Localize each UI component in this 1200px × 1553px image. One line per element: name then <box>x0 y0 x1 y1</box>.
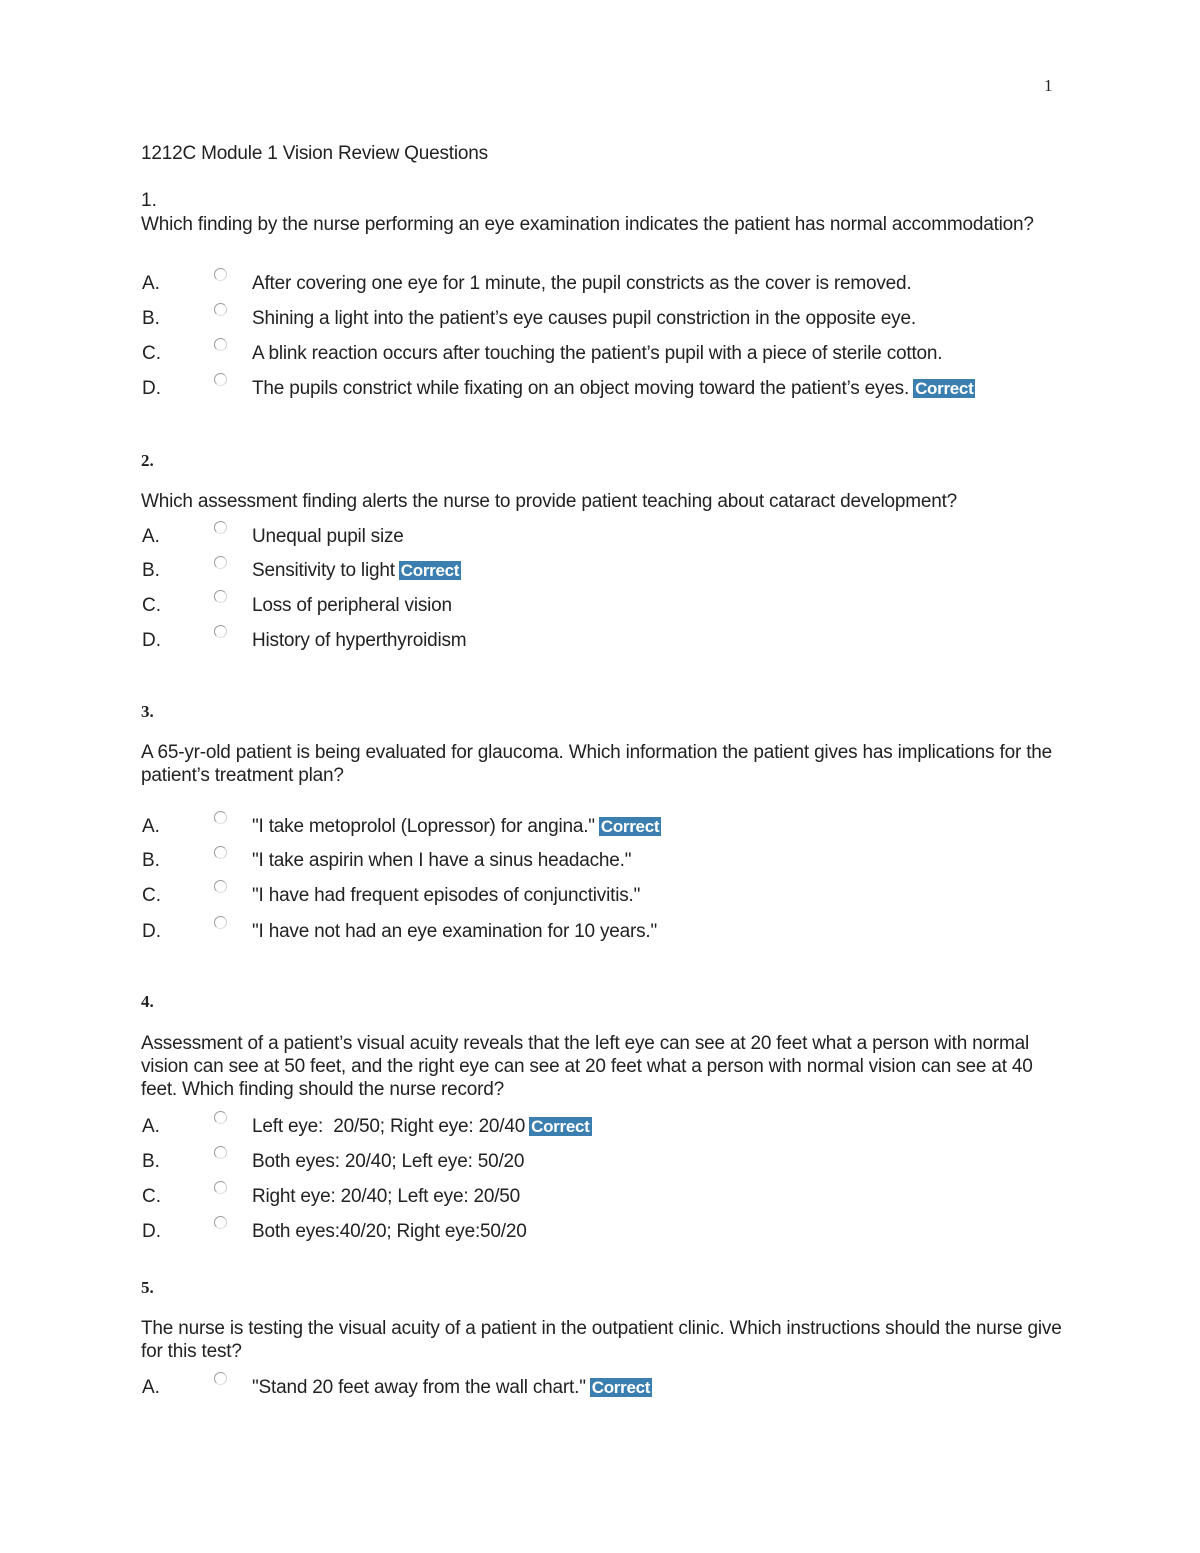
option-text[interactable] <box>252 1377 652 1399</box>
option-letter: D. <box>142 378 161 399</box>
correct-badge: Correct <box>600 817 660 836</box>
option-text[interactable] <box>252 921 657 943</box>
correct-badge: Correct <box>531 1117 590 1136</box>
radio-button[interactable] <box>214 1216 227 1229</box>
option-label: After covering one eye for 1 minute, the pupil constricts as the cover is removed. <box>252 273 912 294</box>
option-label: A blink reaction occurs after touching the patient’s pupil with a piece of sterile cotton. <box>252 343 943 364</box>
question-number: 4. <box>141 992 154 1011</box>
question-number: 1. <box>141 190 157 211</box>
option-text[interactable] <box>252 1186 520 1208</box>
option-label: History of hyperthyroidism <box>252 630 467 651</box>
radio-button[interactable] <box>214 916 227 929</box>
radio-button[interactable] <box>214 625 227 638</box>
question-stem: The nurse is testing the visual acuity of a patient in the outpatient clinic. Which instructions should the nurse give for this test? <box>141 1318 1062 1362</box>
question-number: 2. <box>141 451 154 470</box>
radio-button[interactable] <box>214 303 227 316</box>
radio-button[interactable] <box>214 268 227 281</box>
question-stem: A 65-yr-old patient is being evaluated for glaucoma. Which information the patient gives has implications for the patient’s treatment plan? <box>141 742 1053 786</box>
question-stem: Which finding by the nurse performing an eye examination indicates the patient has normal accommodation? <box>141 214 1034 235</box>
option-label: The pupils constrict while fixating on an object moving toward the patient’s eyes. <box>252 378 910 399</box>
option-text[interactable] <box>252 1221 527 1243</box>
option-letter: D. <box>142 630 161 651</box>
option-label: "Stand 20 feet away from the wall chart." <box>252 1377 586 1398</box>
option-text[interactable] <box>252 1151 524 1173</box>
option-letter: A. <box>142 1377 160 1398</box>
radio-button[interactable] <box>214 880 227 893</box>
correct-badge: Correct <box>915 379 974 398</box>
option-letter: B. <box>142 1151 160 1172</box>
option-letter: A. <box>142 526 160 547</box>
option-letter: C. <box>142 343 161 364</box>
option-label: Left eye: 20/50; Right eye: 20/40 <box>252 1116 526 1137</box>
option-label: "I take metoprolol (Lopressor) for angina." <box>252 816 595 837</box>
option-label: "I have had frequent episodes of conjunctivitis." <box>252 885 641 906</box>
option-letter: A. <box>142 816 160 837</box>
option-text[interactable] <box>252 343 942 365</box>
option-text[interactable] <box>252 1116 592 1138</box>
radio-button[interactable] <box>214 590 227 603</box>
option-letter: C. <box>142 595 161 616</box>
option-text[interactable] <box>252 595 452 617</box>
option-text[interactable] <box>252 850 631 872</box>
option-text[interactable] <box>252 378 975 400</box>
radio-button[interactable] <box>214 373 227 386</box>
option-label: Unequal pupil size <box>252 526 404 547</box>
option-text[interactable] <box>252 560 461 582</box>
radio-button[interactable] <box>214 811 227 824</box>
option-label: Both eyes:40/20; Right eye:50/20 <box>252 1221 527 1242</box>
option-letter: D. <box>142 921 161 942</box>
page-number: 1 <box>1044 76 1053 95</box>
correct-badge: Correct <box>591 1378 651 1397</box>
radio-button[interactable] <box>214 1372 227 1385</box>
option-letter: B. <box>142 850 160 871</box>
option-text[interactable] <box>252 630 466 652</box>
radio-button[interactable] <box>214 1181 227 1194</box>
option-letter: A. <box>142 273 160 294</box>
option-label: Sensitivity to light <box>252 560 395 581</box>
radio-button[interactable] <box>214 556 227 569</box>
option-letter: B. <box>142 560 160 581</box>
question-number: 3. <box>141 702 154 721</box>
option-text[interactable] <box>252 308 916 330</box>
question-stem: Which assessment finding alerts the nurse to provide patient teaching about cataract development? <box>141 491 958 512</box>
radio-button[interactable] <box>214 1146 227 1159</box>
option-letter: D. <box>142 1221 161 1242</box>
option-label: Shining a light into the patient’s eye causes pupil constriction in the opposite eye. <box>252 308 916 329</box>
radio-button[interactable] <box>214 521 227 534</box>
option-label: Loss of peripheral vision <box>252 595 452 616</box>
option-label: "I take aspirin when I have a sinus headache." <box>252 850 632 871</box>
radio-button[interactable] <box>214 846 227 859</box>
question-number: 5. <box>141 1278 154 1297</box>
radio-button[interactable] <box>214 1111 227 1124</box>
option-text[interactable] <box>252 885 640 907</box>
correct-badge: Correct <box>400 561 460 580</box>
option-letter: C. <box>142 1186 161 1207</box>
option-label: "I have not had an eye examination for 10 years." <box>252 921 658 942</box>
option-text[interactable] <box>252 526 404 548</box>
question-stem: Assessment of a patient’s visual acuity reveals that the left eye can see at 20 feet what a person with normal vision can see at 50 feet, and the right eye can see at 20 feet what a person with normal vision can see at 40 feet. Which finding should the nurse record? <box>141 1033 1033 1100</box>
option-letter: A. <box>142 1116 160 1137</box>
option-label: Both eyes: 20/40; Left eye: 50/20 <box>252 1151 525 1172</box>
option-letter: B. <box>142 308 160 329</box>
option-label: Right eye: 20/40; Left eye: 20/50 <box>252 1186 521 1207</box>
option-text[interactable] <box>252 273 911 295</box>
option-letter: C. <box>142 885 161 906</box>
page-title: 1212C Module 1 Vision Review Questions <box>141 143 488 164</box>
radio-button[interactable] <box>214 338 227 351</box>
option-text[interactable] <box>252 816 661 838</box>
